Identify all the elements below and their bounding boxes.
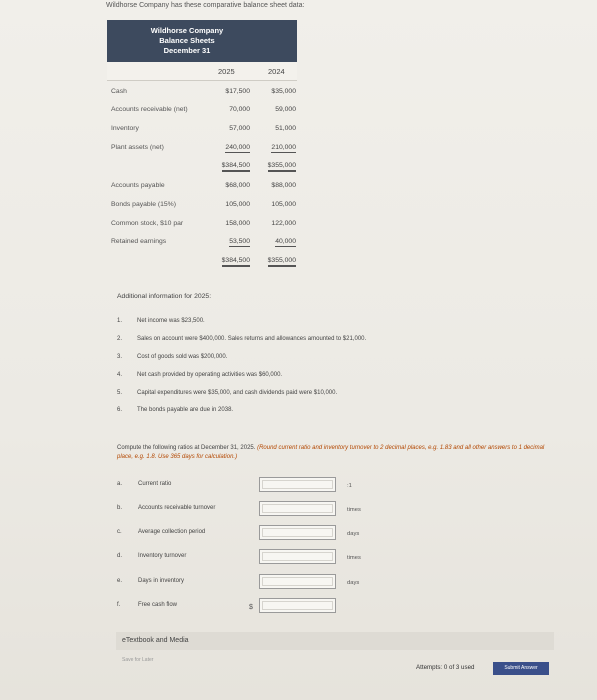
question-collection-period	[117, 525, 557, 545]
table-row	[107, 199, 297, 213]
row-label: Bonds payable (15%)	[111, 201, 176, 208]
list-item	[117, 354, 537, 366]
value-2024: $355,000	[268, 257, 296, 267]
item-number: 3.	[117, 354, 123, 360]
item-number: 2.	[117, 336, 123, 342]
question-label: Average collection period	[138, 529, 206, 535]
current-ratio-input[interactable]	[259, 477, 336, 492]
question-letter: e.	[117, 578, 123, 584]
etextbook-label: eTextbook and Media	[122, 637, 189, 644]
etextbook-bar[interactable]	[116, 632, 554, 650]
item-text: Capital expenditures were $35,000, and cash dividends paid were $10,000.	[137, 390, 338, 396]
instructions	[117, 444, 557, 462]
row-label: Common stock, $10 par	[111, 220, 184, 227]
value-2024: $88,000	[271, 182, 296, 189]
question-letter: b.	[117, 505, 123, 511]
value-2025: 240,000	[225, 144, 250, 151]
value-2025: 158,000	[225, 220, 250, 227]
year-2025-header: 2025	[218, 67, 235, 76]
value-2024: 122,000	[271, 220, 296, 227]
value-2025: 53,500	[229, 238, 250, 245]
value-2025: 70,000	[229, 106, 250, 113]
table-row	[107, 236, 297, 250]
value-2024: 105,000	[271, 201, 296, 208]
item-number: 6.	[117, 407, 123, 413]
list-item	[117, 372, 537, 384]
item-text: Net cash provided by operating activities was $60,000.	[137, 372, 283, 378]
instructions-text: Compute the following ratios at December 31, 2025.	[117, 445, 256, 451]
table-row	[107, 104, 297, 118]
unit-label: days	[347, 580, 360, 586]
item-number: 5.	[117, 390, 123, 396]
list-item	[117, 336, 537, 348]
list-item	[117, 390, 537, 402]
attempts-counter: Attempts: 0 of 3 used	[416, 664, 475, 671]
free-cash-flow-input[interactable]	[259, 598, 336, 613]
unit-label: times	[347, 555, 361, 561]
table-row	[107, 218, 297, 232]
intro-text: Wildhorse Company has these comparative balance sheet data:	[106, 2, 305, 9]
question-ar-turnover	[117, 501, 557, 521]
row-label: Inventory	[111, 125, 139, 132]
year-header-row	[107, 62, 297, 81]
save-for-later-button[interactable]: Save for Later	[122, 657, 154, 663]
question-label: Days in inventory	[138, 578, 185, 584]
ar-turnover-input[interactable]	[259, 501, 336, 516]
row-label: Accounts receivable (net)	[111, 106, 188, 113]
question-current-ratio	[117, 477, 557, 497]
item-number: 1.	[117, 318, 123, 324]
total-liabilities-equity-row	[107, 255, 297, 269]
value-2025: 57,000	[229, 125, 250, 132]
list-item	[117, 318, 537, 330]
item-text: Cost of goods sold was $200,000.	[137, 354, 228, 360]
balance-sheet-table	[107, 80, 297, 270]
inventory-turnover-input[interactable]	[259, 549, 336, 564]
question-letter: c.	[117, 529, 122, 535]
table-row	[107, 142, 297, 156]
rounding-instructions: (Round current ratio and inventory turnover to 2 decimal places, e.g. 1.83 and all other answers to 1 decimal place, e.g. 1.8. Use 365 days for calculation.)	[117, 445, 545, 460]
question-free-cash-flow	[117, 598, 557, 618]
value-2024: 51,000	[275, 125, 296, 132]
question-label: Accounts receivable turnover	[138, 505, 216, 511]
statement-title: Balance Sheets	[159, 36, 215, 45]
total-assets-row	[107, 160, 297, 174]
value-2024: $355,000	[268, 162, 296, 172]
table-row	[107, 86, 297, 100]
unit-label: :1	[347, 483, 352, 489]
additional-info-heading: Additional information for 2025:	[117, 293, 212, 300]
value-2025: 105,000	[225, 201, 250, 208]
question-label: Current ratio	[138, 481, 172, 487]
row-label: Cash	[111, 88, 127, 95]
question-inventory-turnover	[117, 549, 557, 569]
value-2024: 59,000	[275, 106, 296, 113]
row-label: Retained earnings	[111, 238, 167, 245]
row-label: Accounts payable	[111, 182, 165, 189]
item-text: The bonds payable are due in 2038.	[137, 407, 234, 413]
value-2024: 40,000	[275, 238, 296, 245]
dollar-sign: $	[249, 604, 253, 611]
value-2024: $35,000	[271, 88, 296, 95]
unit-label: days	[347, 531, 360, 537]
question-letter: a.	[117, 481, 123, 487]
question-days-in-inventory	[117, 574, 557, 594]
question-letter: d.	[117, 553, 123, 559]
item-text: Sales on account were $400,000. Sales returns and allowances amounted to $21,000.	[137, 336, 367, 342]
year-2024-header: 2024	[268, 67, 285, 76]
item-text: Net income was $23,500.	[137, 318, 205, 324]
balance-sheet-header	[107, 20, 297, 62]
value-2024: 210,000	[271, 144, 296, 151]
company-name: Wildhorse Company	[150, 26, 224, 35]
value-2025: $384,500	[222, 162, 250, 172]
question-letter: f.	[117, 602, 121, 608]
days-in-inventory-input[interactable]	[259, 574, 336, 589]
value-2025: $384,500	[222, 257, 250, 267]
list-item	[117, 407, 537, 419]
unit-label: times	[347, 507, 361, 513]
statement-date: December 31	[163, 46, 211, 55]
table-row	[107, 180, 297, 194]
value-2025: $17,500	[225, 88, 250, 95]
submit-answer-button[interactable]: Submit Answer	[493, 662, 549, 675]
collection-period-input[interactable]	[259, 525, 336, 540]
question-label: Free cash flow	[138, 602, 178, 608]
item-number: 4.	[117, 372, 123, 378]
question-label: Inventory turnover	[138, 553, 187, 559]
table-row	[107, 123, 297, 137]
value-2025: $68,000	[225, 182, 250, 189]
row-label: Plant assets (net)	[111, 144, 164, 151]
